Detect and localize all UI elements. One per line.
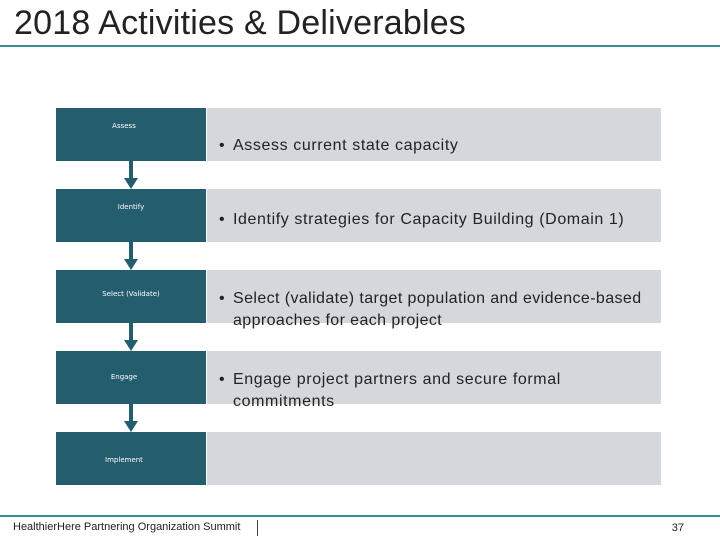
step-box-identify — [56, 189, 206, 242]
footer-separator — [257, 520, 258, 536]
step-description-box-engage — [207, 351, 661, 410]
step-box-select — [56, 270, 206, 323]
bullet-icon: • — [219, 290, 226, 307]
step-box-assess — [56, 108, 206, 161]
footer-text: HealthierHere Partnering Organization Summit — [13, 521, 241, 533]
step-description — [219, 209, 648, 231]
step-description — [219, 135, 648, 157]
step-label: Select (Validate) — [102, 290, 160, 298]
step-label: Assess — [112, 122, 136, 130]
step-box-engage — [56, 351, 206, 404]
bullet-icon: • — [219, 137, 226, 154]
title-divider — [0, 45, 720, 47]
footer-divider — [0, 515, 720, 517]
step-label: Engage — [110, 373, 138, 381]
step-description — [219, 288, 648, 332]
step-description-text: Engage project partners and secure formal commitments — [233, 371, 561, 410]
step-description-text: Select (validate) target population and evidence-based approaches for each project — [233, 290, 642, 329]
bullet-icon: • — [219, 211, 226, 228]
step-description — [219, 369, 648, 413]
step-box-implement — [56, 432, 206, 485]
step-description-text: Identify strategies for Capacity Building (Domain 1) — [233, 211, 625, 228]
page-number: 37 — [671, 522, 684, 534]
step-description-box-assess — [207, 108, 661, 161]
step-description-text: Assess current state capacity — [233, 137, 459, 154]
bullet-icon: • — [219, 371, 226, 388]
step-description-box-identify — [207, 189, 661, 242]
step-description-box-implement — [207, 432, 661, 485]
slide-title: 2018 Activities & Deliverables — [14, 4, 467, 42]
step-description-box-select — [207, 270, 661, 329]
step-label: Implement — [105, 456, 143, 464]
step-label: Identify — [117, 203, 145, 211]
